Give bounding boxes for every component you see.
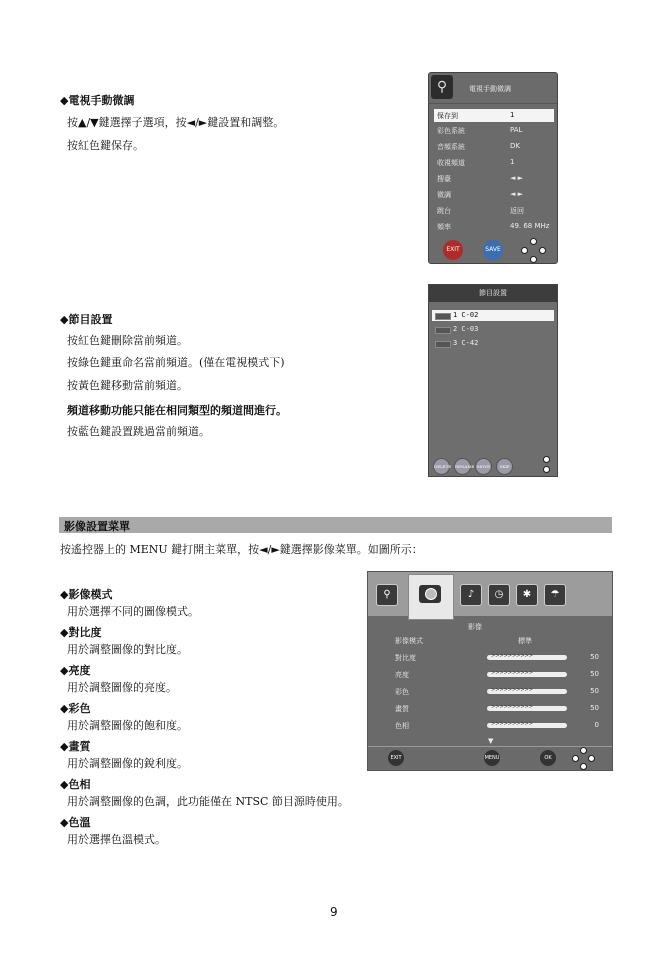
menu-row-sharpness[interactable]: 畫質 >>>>>>>>>> 50 (395, 704, 599, 713)
menu-tab-bar (368, 572, 612, 616)
item-heading: ◆畫質 (60, 740, 91, 753)
item-heading: ◆色溫 (60, 816, 91, 829)
lock-tab-icon[interactable]: ☂ (544, 584, 566, 606)
navigation-pad-icon (521, 238, 545, 262)
skip-button[interactable]: SKIP (496, 458, 513, 475)
section-heading-manual-tune: ◆電視手動微調 (60, 94, 135, 107)
item-description: 用於調整圖像的亮度。 (67, 681, 177, 694)
save-button[interactable]: SAVE (483, 240, 503, 260)
instruction-line: 按黃色鍵移動當前頻道。 (67, 379, 188, 392)
item-description: 用於調整圖像的銳利度。 (67, 757, 188, 770)
channel-row[interactable]: 2 C-03 (432, 324, 554, 335)
exit-button[interactable]: EXIT (388, 750, 404, 766)
item-heading: ◆亮度 (60, 664, 91, 677)
menu-row-contrast[interactable]: 對比度 >>>>>>>>>> 50 (395, 653, 599, 662)
channel-tab-icon[interactable]: ⚲ (376, 584, 398, 606)
menu-row-sound-system[interactable]: 音頻系統 DK (437, 142, 520, 151)
exit-button[interactable]: EXIT (443, 240, 463, 260)
program-setup-panel (428, 284, 558, 477)
item-description: 用於選擇色溫模式。 (67, 833, 166, 846)
scroll-down-arrow-icon[interactable]: ▼ (488, 737, 494, 745)
menu-row-skip[interactable]: 跳台 返回 (437, 207, 524, 215)
menu-button[interactable]: MENU (484, 750, 500, 766)
instruction-line: 按藍色鍵設置跳過當前頻道。 (67, 425, 210, 438)
menu-row-brightness[interactable]: 亮度 >>>>>>>>>> 50 (395, 670, 599, 679)
panel-title: 電視手動微調 (469, 85, 511, 93)
menu-row-save-to[interactable]: 保存到 1 (434, 109, 554, 122)
item-heading: ◆彩色 (60, 702, 91, 715)
instruction-line: 按紅色鍵刪除當前頻道。 (67, 334, 188, 347)
instruction-line: 按紅色鍵保存。 (67, 139, 144, 152)
navigation-pad-icon (572, 747, 594, 769)
menu-row-channel[interactable]: 收視頻道 1 (437, 158, 515, 167)
up-down-icon (542, 456, 550, 474)
antenna-icon: ⚲ (431, 75, 453, 99)
setup-tab-icon[interactable]: ✱ (516, 584, 538, 606)
menu-row-frequency[interactable]: 頻率 49. 68 MHz (437, 222, 550, 231)
menu-row-color-system[interactable]: 彩色系統 PAL (437, 126, 523, 135)
menu-row-fine-tune[interactable]: 微調 ◄ ► (437, 190, 523, 199)
instruction-line: 按綠色鍵重命名當前頻道。(僅在電視模式下) (67, 356, 285, 369)
item-heading: ◆影像模式 (60, 588, 113, 601)
item-description: 用於選擇不同的圖像模式。 (67, 605, 199, 618)
intro-line: 按遙控器上的 MENU 鍵打開主菜單，按◄/►鍵選擇影像菜單。如圖所示： (60, 543, 423, 556)
ok-button[interactable]: OK (540, 750, 556, 766)
sound-tab-icon[interactable]: ♪ (460, 584, 482, 606)
picture-menu-panel (367, 571, 613, 771)
page-number: 9 (330, 905, 338, 919)
section-heading-program-setup: ◆節目設置 (60, 313, 113, 326)
item-heading: ◆對比度 (60, 626, 102, 639)
move-button[interactable]: MOVE (475, 458, 492, 475)
instruction-line: 按▲/▼鍵選擇子選項，按◄/►鍵設置和調整。 (67, 116, 285, 129)
instruction-note-bold: 頻道移動功能只能在相同類型的頻道間進行。 (67, 404, 287, 417)
menu-row-search[interactable]: 搜臺 ◄ ► (437, 174, 523, 183)
panel-title: 影像 (468, 623, 482, 631)
menu-row-tint[interactable]: 色相 >>>>>>>>>> 0 (395, 721, 599, 730)
menu-row-picture-mode[interactable]: 影像模式 標準 (395, 637, 532, 645)
channel-row[interactable]: 3 C-42 (432, 338, 554, 349)
item-heading: ◆色相 (60, 778, 91, 791)
picture-tab-selected[interactable] (408, 574, 454, 620)
channel-row[interactable]: 1 C-02 (432, 310, 554, 321)
manual-fine-tune-panel (428, 72, 558, 264)
item-description: 用於調整圖像的對比度。 (67, 643, 188, 656)
time-tab-icon[interactable]: ◷ (488, 584, 510, 606)
item-description: 用於調整圖像的色調，此功能僅在 NTSC 節目源時使用。 (67, 795, 349, 808)
menu-row-color[interactable]: 彩色 >>>>>>>>>> 50 (395, 687, 599, 696)
panel-title: 節目設置 (429, 285, 557, 302)
item-description: 用於調整圖像的飽和度。 (67, 719, 188, 732)
delete-button[interactable]: DELETE (433, 458, 450, 475)
section-bar-picture-menu: 影像設置菜單 (59, 517, 612, 533)
rename-button[interactable]: RENAME (454, 458, 471, 475)
